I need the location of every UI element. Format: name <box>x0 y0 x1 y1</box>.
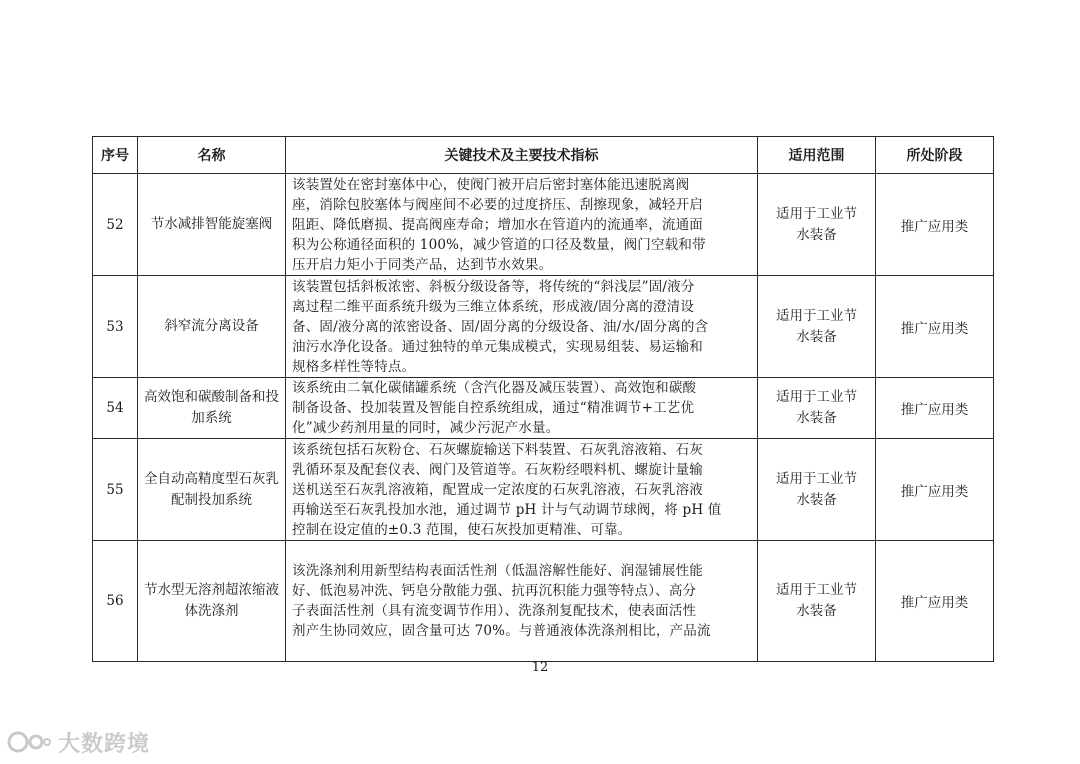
row-description: 该系统由二氧化碳储罐系统（含汽化器及减压装置）、高效饱和碳酸 制备设备、投加装置及智能自控系统组成，通过“精准调节+工艺优 化”减少药剂用量的同时，减少污泥产水量。 <box>286 378 758 439</box>
row-stage: 推广应用类 <box>876 378 994 439</box>
page-number: 12 <box>531 660 549 675</box>
row-name: 节水减排智能旋塞阀 <box>138 174 286 276</box>
row-scope: 适用于工业节 水装备 <box>758 174 876 276</box>
header-tech: 关键技术及主要技术指标 <box>286 137 758 174</box>
row-name: 斜窄流分离设备 <box>138 276 286 378</box>
row-number: 53 <box>93 276 138 378</box>
row-description: 该系统包括石灰粉仓、石灰螺旋输送下料装置、石灰乳溶液箱、石灰 乳循环泵及配套仪表、阀门及管道等。石灰粉经喂料机、螺旋计量输 送机送至石灰乳溶液箱，配置成一定浓度的石灰乳溶液，石灰乳溶液 再输送至石灰乳投加水池，通过调节 pH 计与气动调节球阀，将 pH 值 控制在设定值的±0.3 范围，使石灰投加更精准、可靠。 <box>286 439 758 541</box>
row-description: 该洗涤剂利用新型结构表面活性剂（低温溶解性能好、润湿铺展性能 好、低泡易冲洗、钙皂分散能力强、抗再沉积能力强等特点）、高分 子表面活性剂（具有流变调节作用）、洗涤剂复配技术，使表面活性 剂产生协同效应，固含量可达 70%。与普通液体洗涤剂相比，产品流 <box>292 563 711 639</box>
watermark-text: 大数跨境 <box>58 731 151 757</box>
table-row <box>93 378 994 439</box>
row-description-cell <box>286 541 758 662</box>
table-row <box>93 541 994 662</box>
row-number: 54 <box>93 378 138 439</box>
row-scope: 适用于工业节 水装备 <box>758 378 876 439</box>
technology-table <box>92 136 994 662</box>
row-number: 55 <box>93 439 138 541</box>
watermark-logo-icon <box>6 730 52 754</box>
row-name: 节水型无溶剂超浓缩液体洗涤剂 <box>138 541 286 662</box>
row-number: 56 <box>93 541 138 662</box>
row-description: 该装置包括斜板浓密、斜板分级设备等，将传统的“斜浅层”固/液分 离过程二维平面系统升级为三维立体系统，形成液/固分离的澄清设 备、固/液分离的浓密设备、固/固分离的分级设备、油/水/固分离的含 油污水净化设备。通过独特的单元集成模式，实现易组装、易运输和 规格多样性等特点。 <box>286 276 758 378</box>
header-name: 名称 <box>138 137 286 174</box>
table-row <box>93 276 994 378</box>
watermark <box>6 728 150 756</box>
row-name: 全自动高精度型石灰乳配制投加系统 <box>138 439 286 541</box>
row-name: 高效饱和碳酸制备和投加系统 <box>138 378 286 439</box>
header-scope: 适用范围 <box>758 137 876 174</box>
table-row <box>93 174 994 276</box>
table-row <box>93 439 994 541</box>
header-stage: 所处阶段 <box>876 137 994 174</box>
row-number: 52 <box>93 174 138 276</box>
row-scope: 适用于工业节 水装备 <box>758 541 876 662</box>
row-description: 该装置处在密封塞体中心，使阀门被开启后密封塞体能迅速脱离阀 座，消除包胶塞体与阀座间不必要的过度挤压、刮擦现象，减轻开启 阻距、降低磨损、提高阀座寿命；增加水在管道内的流通率，流通面 积为公称通径面积的 100%，减少管道的口径及数量，阀门空载和带 压开启力矩小于同类产品，达到节水效果。 <box>286 174 758 276</box>
header-num: 序号 <box>93 137 138 174</box>
row-scope: 适用于工业节 水装备 <box>758 439 876 541</box>
row-stage: 推广应用类 <box>876 174 994 276</box>
row-stage: 推广应用类 <box>876 541 994 662</box>
table-header-row <box>93 137 994 174</box>
row-stage: 推广应用类 <box>876 439 994 541</box>
row-scope: 适用于工业节 水装备 <box>758 276 876 378</box>
row-stage: 推广应用类 <box>876 276 994 378</box>
